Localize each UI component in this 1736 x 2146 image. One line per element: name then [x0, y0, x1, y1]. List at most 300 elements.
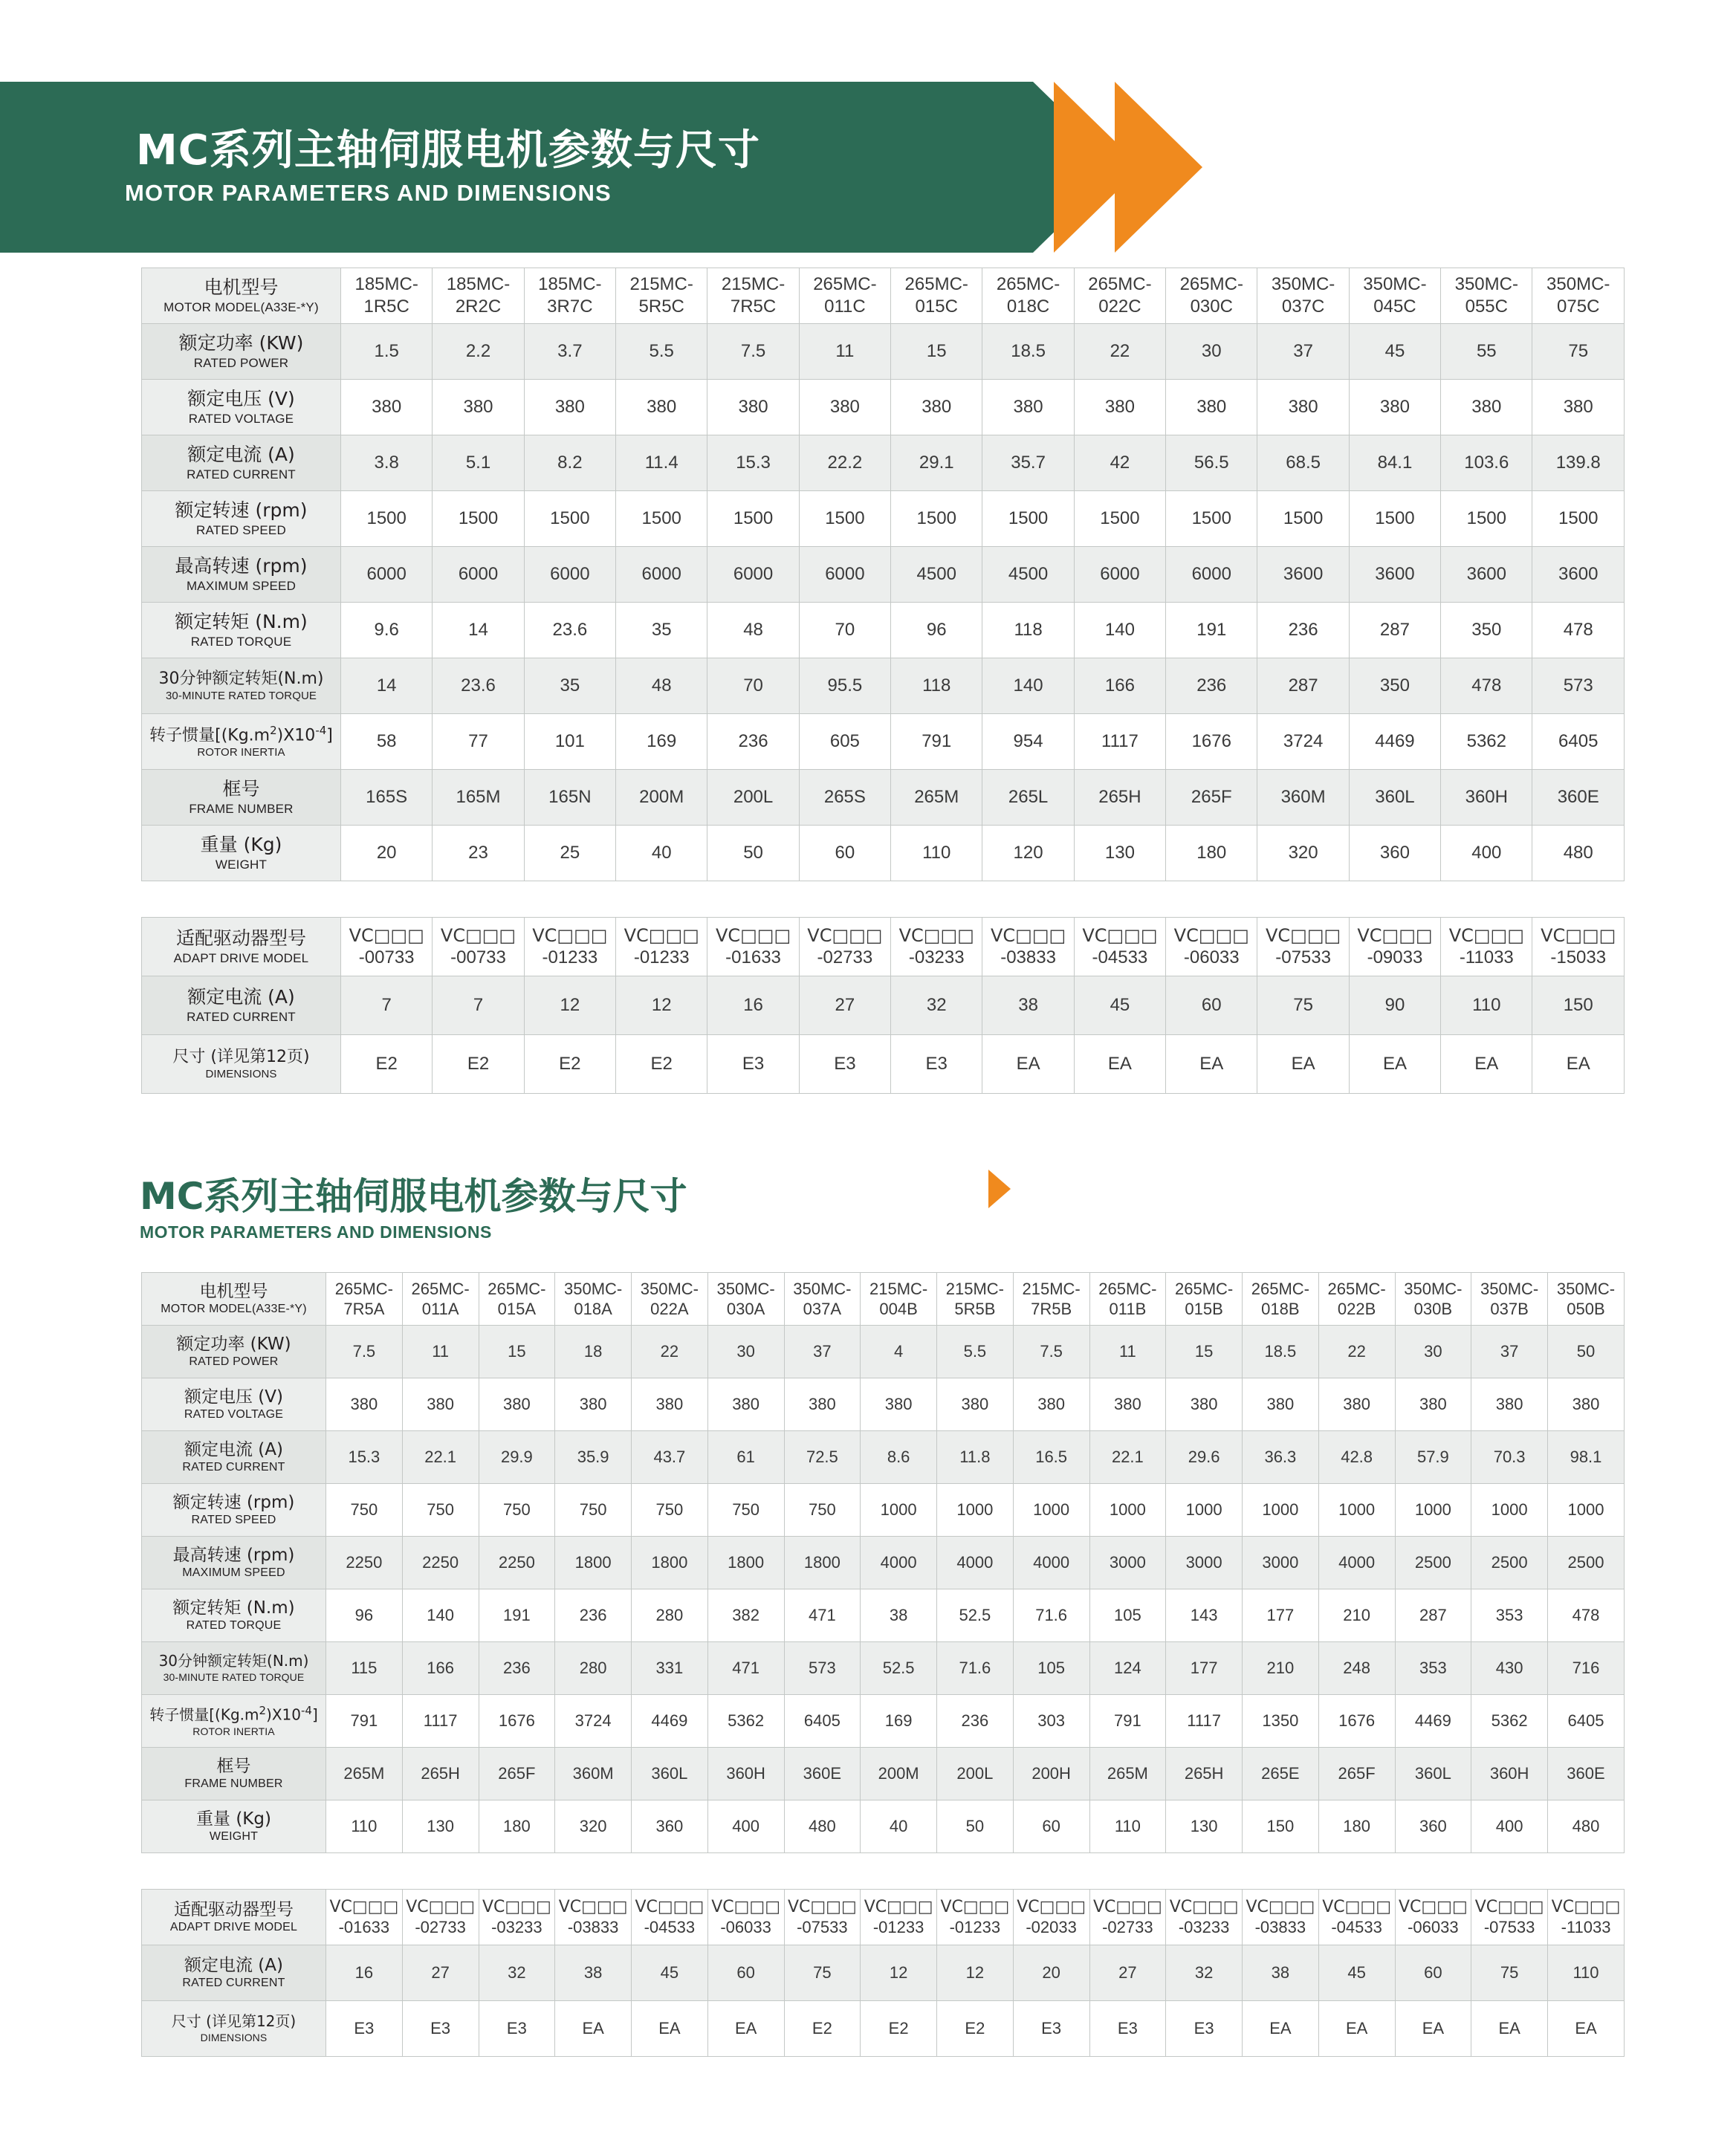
rated-voltage-cell: 380 [1318, 1378, 1395, 1431]
rotor-inertia-cell: 954 [982, 714, 1074, 770]
rotor-inertia-cell: 169 [861, 1695, 937, 1748]
dimensions-cell: E3 [402, 2001, 479, 2057]
motor-model-cell [1243, 1273, 1319, 1326]
table2-wrapper [0, 1272, 1736, 1853]
dimensions-cell: EA [1441, 1035, 1532, 1094]
rated-current-cell: 70.3 [1471, 1431, 1548, 1484]
motor-model-cell [707, 268, 799, 324]
row-label-dimensions-cn: 尺寸 (详见第12页) [172, 1047, 310, 1066]
frame-number-cell: 200L [707, 770, 799, 826]
dimensions-cell: EA [982, 1035, 1074, 1094]
max-speed-cell: 4500 [982, 547, 1074, 603]
rated-power-cell: 7.5 [326, 1326, 403, 1378]
motor-model-cell [326, 1273, 403, 1326]
rated-torque-cell: 478 [1532, 603, 1625, 658]
row-label-inertia [142, 714, 341, 770]
drive-current-cell: 12 [524, 976, 615, 1035]
motor-model-cell-bottom: 011B [1109, 1300, 1147, 1318]
row-label-maxspeed-en: MAXIMUM SPEED [182, 1566, 285, 1580]
rated-speed-cell: 1500 [433, 491, 524, 547]
rotor-inertia-cell: 1676 [1318, 1695, 1395, 1748]
row-label-dimensions [142, 2001, 326, 2057]
row-label-maxspeed [142, 1537, 326, 1589]
drive-model-cell-bottom: -15033 [1550, 947, 1607, 967]
rated-power-cell: 2.2 [433, 324, 524, 380]
drive-model-cell [479, 1890, 555, 1945]
table2-drive-wrapper [0, 1889, 1736, 2057]
motor-model-cell-top: 265MC- [813, 274, 877, 294]
weight-cell: 320 [555, 1800, 632, 1853]
motor-model-cell-bottom: 022A [650, 1300, 689, 1318]
row-label-drive-current-en: RATED CURRENT [187, 1009, 296, 1024]
table-row-torque [142, 603, 1625, 658]
drive-model-cell-bottom: -07533 [797, 1918, 848, 1936]
drive-model-cell [524, 918, 615, 976]
rated-power-cell: 4 [861, 1326, 937, 1378]
drive-model-cell [1318, 1890, 1395, 1945]
rated-speed-cell: 1500 [891, 491, 982, 547]
rated-speed-cell: 1500 [1257, 491, 1349, 547]
table-row-maxspeed [142, 547, 1625, 603]
row-label-dimensions-en: DIMENSIONS [200, 2032, 268, 2044]
drive-model-cell [861, 1890, 937, 1945]
row-label-weight-en: WEIGHT [209, 1830, 259, 1844]
max-speed-cell: 6000 [1166, 547, 1257, 603]
drive-model-cell-top: VC□□□ [329, 1897, 399, 1916]
rated-power-cell: 22 [1318, 1326, 1395, 1378]
motor-model-cell-bottom: 5R5C [638, 296, 684, 317]
table-row-power [142, 1326, 1625, 1378]
frame-number-cell: 360E [1548, 1748, 1625, 1800]
rated-torque-cell: 382 [707, 1589, 784, 1642]
motor-model-cell-bottom: 037A [803, 1300, 842, 1318]
rated-power-cell: 11 [1089, 1326, 1166, 1378]
drive-current-cell: 32 [1166, 1945, 1243, 2001]
rated-current-cell: 68.5 [1257, 435, 1349, 491]
table-row-weight [142, 1800, 1625, 1853]
dimensions-cell: EA [707, 2001, 784, 2057]
dimensions-cell: EA [1243, 2001, 1319, 2057]
torque-30min-cell: 331 [632, 1642, 708, 1695]
motor-model-cell-bottom: 2R2C [455, 296, 502, 317]
row-label-power-en: RATED POWER [189, 1355, 279, 1369]
dimensions-cell: EA [1548, 2001, 1625, 2057]
max-speed-cell: 2250 [326, 1537, 403, 1589]
rated-torque-cell: 48 [707, 603, 799, 658]
drive-current-cell: 32 [891, 976, 982, 1035]
drive-model-cell-top: VC□□□ [440, 925, 516, 946]
weight-cell: 50 [707, 826, 799, 881]
weight-cell: 23 [433, 826, 524, 881]
weight-cell: 360 [1349, 826, 1440, 881]
dimensions-cell: E2 [433, 1035, 524, 1094]
rated-torque-cell: 96 [891, 603, 982, 658]
rated-speed-cell: 1500 [341, 491, 433, 547]
rotor-inertia-cell: 791 [326, 1695, 403, 1748]
weight-cell: 110 [1089, 1800, 1166, 1853]
motor-model-cell [433, 268, 524, 324]
motor-model-cell-bottom: 015B [1185, 1300, 1223, 1318]
row-label-torque30-cn: 30分钟额定转矩(N.m) [158, 669, 324, 688]
dimensions-cell: E3 [891, 1035, 982, 1094]
torque-30min-cell: 118 [891, 658, 982, 714]
rated-torque-cell: 71.6 [1013, 1589, 1089, 1642]
motor-model-cell-top: 350MC- [564, 1279, 623, 1298]
rated-speed-cell: 750 [555, 1484, 632, 1537]
torque-30min-cell: 48 [616, 658, 707, 714]
row-label-torque-en: RATED TORQUE [190, 634, 292, 649]
motor-model-cell-bottom: 004B [879, 1300, 918, 1318]
row-label-frame [142, 770, 341, 826]
dimensions-cell: EA [555, 2001, 632, 2057]
drive-model-cell-bottom: -07533 [1275, 947, 1331, 967]
row-label-speed-en: RATED SPEED [196, 522, 286, 537]
frame-number-cell: 360L [632, 1748, 708, 1800]
rated-voltage-cell: 380 [341, 380, 433, 435]
dimensions-cell: E2 [524, 1035, 615, 1094]
rated-power-cell: 7.5 [707, 324, 799, 380]
rated-speed-cell: 1500 [707, 491, 799, 547]
drive-current-cell: 60 [707, 1945, 784, 2001]
table-row-torque [142, 1589, 1625, 1642]
row-label-current [142, 1431, 326, 1484]
rated-torque-cell: 143 [1166, 1589, 1243, 1642]
max-speed-cell: 4000 [1318, 1537, 1395, 1589]
motor-model-cell [1257, 268, 1349, 324]
max-speed-cell: 6000 [1074, 547, 1165, 603]
max-speed-cell: 3600 [1441, 547, 1532, 603]
rated-power-cell: 18.5 [1243, 1326, 1319, 1378]
weight-cell: 360 [1395, 1800, 1471, 1853]
rated-voltage-cell: 380 [1471, 1378, 1548, 1431]
row-label-dimensions [142, 1035, 341, 1094]
rated-torque-cell: 140 [1074, 603, 1165, 658]
rated-torque-cell: 236 [1257, 603, 1349, 658]
rated-current-cell: 35.7 [982, 435, 1074, 491]
rated-power-cell: 50 [1548, 1326, 1625, 1378]
rated-current-cell: 36.3 [1243, 1431, 1319, 1484]
rated-speed-cell: 1000 [1089, 1484, 1166, 1537]
motor-model-cell [799, 268, 890, 324]
drive-model-cell-bottom: -00733 [450, 947, 506, 967]
frame-number-cell: 360H [1441, 770, 1532, 826]
frame-number-cell: 265E [1243, 1748, 1319, 1800]
rated-torque-cell: 353 [1471, 1589, 1548, 1642]
rated-voltage-cell: 380 [1349, 380, 1440, 435]
motor-model-cell-bottom: 037C [1281, 296, 1325, 317]
weight-cell: 130 [1166, 1800, 1243, 1853]
drive-current-cell: 75 [1257, 976, 1349, 1035]
row-label-current-en: RATED CURRENT [187, 467, 296, 482]
motor-model-cell-top: 215MC- [1022, 1279, 1081, 1298]
rated-power-cell: 30 [707, 1326, 784, 1378]
rated-voltage-cell: 380 [1441, 380, 1532, 435]
motor-model-cell-bottom: 030B [1413, 1300, 1453, 1318]
dimensions-cell: E3 [707, 1035, 799, 1094]
rated-speed-cell: 750 [326, 1484, 403, 1537]
frame-number-cell: 165S [341, 770, 433, 826]
rated-current-cell: 8.6 [861, 1431, 937, 1484]
rated-power-cell: 30 [1395, 1326, 1471, 1378]
rated-torque-cell: 23.6 [524, 603, 615, 658]
row-label-drive-model-en: ADAPT DRIVE MODEL [173, 950, 309, 965]
max-speed-cell: 2500 [1395, 1537, 1471, 1589]
drive-model-cell-top: VC□□□ [990, 925, 1066, 946]
table-row-voltage [142, 1378, 1625, 1431]
drive-model-cell-top: VC□□□ [558, 1897, 628, 1916]
table-row-torque30 [142, 658, 1625, 714]
rated-voltage-cell: 380 [937, 1378, 1014, 1431]
max-speed-cell: 3600 [1349, 547, 1440, 603]
table-row-voltage [142, 380, 1625, 435]
table-row-current [142, 1431, 1625, 1484]
drive-model-cell [937, 1890, 1014, 1945]
row-label-inertia-cn: 转子惯量$[(Kg.m^2)X10^{-4}]$ [149, 1704, 318, 1724]
drive-model-cell-top: VC□□□ [787, 1897, 857, 1916]
rated-voltage-cell: 380 [982, 380, 1074, 435]
rated-current-cell: 42.8 [1318, 1431, 1395, 1484]
rated-voltage-cell: 380 [1532, 380, 1625, 435]
table1-wrapper [0, 268, 1736, 881]
section2-subtitle: MOTOR PARAMETERS AND DIMENSIONS [140, 1222, 492, 1242]
rotor-inertia-cell: 169 [616, 714, 707, 770]
row-label-maxspeed-cn: 最高转速 (rpm) [172, 1545, 295, 1565]
row-label-torque30-en: 30-MINUTE RATED TORQUE [163, 1671, 305, 1684]
drive-current-cell: 12 [861, 1945, 937, 2001]
row-label-voltage-en: RATED VOLTAGE [188, 411, 294, 426]
drive-current-cell: 45 [1074, 976, 1165, 1035]
rotor-inertia-cell: 5362 [1441, 714, 1532, 770]
row-label-torque30-en: 30-MINUTE RATED TORQUE [165, 690, 317, 703]
rated-current-cell: 22.1 [1089, 1431, 1166, 1484]
frame-number-cell: 265L [982, 770, 1074, 826]
motor-model-cell [1471, 1273, 1548, 1326]
rotor-inertia-cell: 3724 [1257, 714, 1349, 770]
drive-row-model [142, 918, 1625, 976]
motor-model-cell-bottom: 3R7C [547, 296, 593, 317]
table-row-frame [142, 1748, 1625, 1800]
drive-current-cell: 32 [479, 1945, 555, 2001]
max-speed-cell: 1800 [784, 1537, 861, 1589]
torque-30min-cell: 71.6 [937, 1642, 1014, 1695]
drive-model-cell-top: VC□□□ [482, 1897, 551, 1916]
drive-model-cell [1013, 1890, 1089, 1945]
motor-model-cell-bottom: 5R5B [954, 1300, 996, 1318]
rotor-inertia-cell: 6405 [1548, 1695, 1625, 1748]
rated-current-cell: 57.9 [1395, 1431, 1471, 1484]
weight-cell: 110 [326, 1800, 403, 1853]
row-label-inertia-en: ROTOR INERTIA [192, 1725, 275, 1737]
max-speed-cell: 2500 [1548, 1537, 1625, 1589]
rotor-inertia-cell: 101 [524, 714, 615, 770]
row-label-dimensions-cn: 尺寸 (详见第12页) [171, 2012, 297, 2031]
motor-model-cell-top: 185MC- [354, 274, 418, 294]
rated-torque-cell: 96 [326, 1589, 403, 1642]
frame-number-cell: 360M [555, 1748, 632, 1800]
drive-model-cell [433, 918, 524, 976]
rated-voltage-cell: 380 [1548, 1378, 1625, 1431]
rated-voltage-cell: 380 [1013, 1378, 1089, 1431]
row-label-drive-model-en: ADAPT DRIVE MODEL [169, 1921, 298, 1934]
drive-spec-table-2 [141, 1889, 1625, 2057]
rated-current-cell: 35.9 [555, 1431, 632, 1484]
motor-model-cell-top: 265MC- [1175, 1279, 1234, 1298]
drive-model-cell-bottom: -06033 [1183, 947, 1240, 967]
motor-model-cell-top: 350MC- [1454, 274, 1518, 294]
rated-torque-cell: 287 [1349, 603, 1440, 658]
torque-30min-cell: 478 [1441, 658, 1532, 714]
drive-model-cell [707, 1890, 784, 1945]
drive-model-cell-top: VC□□□ [1169, 1897, 1239, 1916]
rated-power-cell: 3.7 [524, 324, 615, 380]
drive-model-cell-bottom: -04533 [1092, 947, 1148, 967]
rated-voltage-cell: 380 [1089, 1378, 1166, 1431]
rated-current-cell: 139.8 [1532, 435, 1625, 491]
drive-row-model [142, 1890, 1625, 1945]
rated-speed-cell: 1500 [799, 491, 890, 547]
rotor-inertia-cell: 791 [1089, 1695, 1166, 1748]
rotor-inertia-cell: 1676 [479, 1695, 555, 1748]
weight-cell: 400 [1441, 826, 1532, 881]
rotor-inertia-cell: 1350 [1243, 1695, 1319, 1748]
rated-power-cell: 75 [1532, 324, 1625, 380]
row-label-drive-current-cn: 额定电流 (A) [184, 1955, 283, 1975]
rated-torque-cell: 287 [1395, 1589, 1471, 1642]
weight-cell: 180 [1166, 826, 1257, 881]
motor-model-cell-top: 350MC- [1556, 1279, 1616, 1298]
weight-cell: 50 [937, 1800, 1014, 1853]
row-label-drive-current-en: RATED CURRENT [182, 1977, 285, 1990]
motor-model-cell-top: 350MC- [716, 1279, 775, 1298]
torque-30min-cell: 287 [1257, 658, 1349, 714]
torque-30min-cell: 140 [982, 658, 1074, 714]
motor-model-cell-bottom: 018A [574, 1300, 612, 1318]
dimensions-cell: E2 [341, 1035, 433, 1094]
drive-model-cell [784, 1890, 861, 1945]
motor-model-cell-top: 350MC- [1480, 1279, 1539, 1298]
rotor-inertia-cell: 3724 [555, 1695, 632, 1748]
drive-model-cell [1441, 918, 1532, 976]
rated-voltage-cell: 380 [1166, 380, 1257, 435]
row-label-current-cn: 额定电流 (A) [184, 1439, 283, 1459]
rated-current-cell: 72.5 [784, 1431, 861, 1484]
max-speed-cell: 3000 [1089, 1537, 1166, 1589]
motor-model-cell [555, 1273, 632, 1326]
max-speed-cell: 4000 [861, 1537, 937, 1589]
rated-voltage-cell: 380 [1243, 1378, 1319, 1431]
motor-model-cell-bottom: 011A [421, 1300, 459, 1318]
drive-current-cell: 45 [632, 1945, 708, 2001]
row-label-current-cn: 额定电流 (A) [187, 443, 295, 465]
rotor-inertia-cell: 236 [707, 714, 799, 770]
motor-model-cell-bottom: 075C [1557, 296, 1600, 317]
row-label-torque30 [142, 1642, 326, 1695]
table-row-torque30 [142, 1642, 1625, 1695]
rated-power-cell: 37 [1257, 324, 1349, 380]
rated-speed-cell: 750 [784, 1484, 861, 1537]
frame-number-cell: 265H [1074, 770, 1165, 826]
rated-power-cell: 37 [1471, 1326, 1548, 1378]
rated-voltage-cell: 380 [707, 1378, 784, 1431]
weight-cell: 60 [799, 826, 890, 881]
max-speed-cell: 6000 [341, 547, 433, 603]
rated-current-cell: 43.7 [632, 1431, 708, 1484]
drive-model-cell-top: VC□□□ [1322, 1897, 1392, 1916]
drive-row-current [142, 1945, 1625, 2001]
torque-30min-cell: 430 [1471, 1642, 1548, 1695]
row-label-frame-en: FRAME NUMBER [184, 1777, 283, 1791]
drive-current-cell: 45 [1318, 1945, 1395, 2001]
motor-model-cell [982, 268, 1074, 324]
drive-current-cell: 38 [982, 976, 1074, 1035]
rated-torque-cell: 177 [1243, 1589, 1319, 1642]
torque-30min-cell: 52.5 [861, 1642, 937, 1695]
drive-model-cell [982, 918, 1074, 976]
torque-30min-cell: 177 [1166, 1642, 1243, 1695]
rated-power-cell: 5.5 [937, 1326, 1014, 1378]
table-row-inertia [142, 714, 1625, 770]
drive-model-cell-top: VC□□□ [624, 925, 699, 946]
table-row-maxspeed [142, 1537, 1625, 1589]
drive-model-cell-top: VC□□□ [711, 1897, 781, 1916]
rated-voltage-cell: 380 [799, 380, 890, 435]
frame-number-cell: 265F [1166, 770, 1257, 826]
row-label-model [142, 1273, 326, 1326]
max-speed-cell: 3000 [1166, 1537, 1243, 1589]
torque-30min-cell: 471 [707, 1642, 784, 1695]
rated-voltage-cell: 380 [402, 1378, 479, 1431]
drive-row-current [142, 976, 1625, 1035]
drive-model-cell [1243, 1890, 1319, 1945]
dimensions-cell: E3 [479, 2001, 555, 2057]
drive-current-cell: 38 [555, 1945, 632, 2001]
rated-voltage-cell: 380 [1074, 380, 1165, 435]
row-label-drive-model [142, 918, 341, 976]
drive-model-cell-bottom: -03833 [567, 1918, 619, 1936]
motor-model-cell-bottom: 030A [726, 1300, 765, 1318]
rotor-inertia-cell: 6405 [1532, 714, 1625, 770]
torque-30min-cell: 353 [1395, 1642, 1471, 1695]
section2-title: MC系列主轴伺服电机参数与尺寸 [140, 1175, 687, 1218]
motor-model-cell-top: 215MC- [869, 1279, 928, 1298]
frame-number-cell: 200M [861, 1748, 937, 1800]
row-label-voltage-cn: 额定电压 (V) [187, 387, 295, 409]
row-label-weight-en: WEIGHT [215, 857, 268, 872]
dimensions-cell: E3 [326, 2001, 403, 2057]
table-row-speed [142, 491, 1625, 547]
rated-current-cell: 5.1 [433, 435, 524, 491]
motor-model-cell [1395, 1273, 1471, 1326]
drive-model-cell-top: VC□□□ [1551, 1897, 1621, 1916]
drive-model-cell-top: VC□□□ [715, 925, 791, 946]
motor-spec-table-2 [141, 1272, 1625, 1853]
rated-current-cell: 15.3 [707, 435, 799, 491]
dimensions-cell: EA [1349, 1035, 1440, 1094]
drive-model-cell-top: VC□□□ [940, 1897, 1010, 1916]
frame-number-cell: 200H [1013, 1748, 1089, 1800]
rotor-inertia-cell: 1117 [1074, 714, 1165, 770]
rated-voltage-cell: 380 [707, 380, 799, 435]
rated-torque-cell: 280 [632, 1589, 708, 1642]
motor-model-cell-top: 265MC- [1179, 274, 1243, 294]
torque-30min-cell: 166 [402, 1642, 479, 1695]
weight-cell: 180 [1318, 1800, 1395, 1853]
motor-spec-table-1 [141, 268, 1625, 881]
rated-torque-cell: 118 [982, 603, 1074, 658]
rated-current-cell: 42 [1074, 435, 1165, 491]
rotor-inertia-cell: 1676 [1166, 714, 1257, 770]
max-speed-cell: 2500 [1471, 1537, 1548, 1589]
